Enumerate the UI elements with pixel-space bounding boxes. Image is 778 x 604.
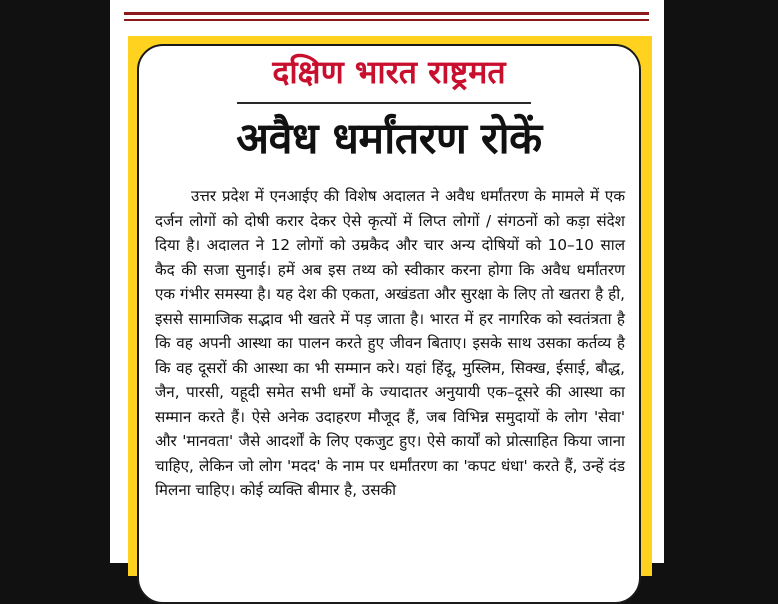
editorial-card bbox=[137, 44, 641, 604]
masthead: दक्षिण भारत राष्ट्रमत bbox=[272, 53, 506, 91]
page-title: अवैध धर्मांतरण रोकें bbox=[236, 114, 542, 164]
article-body: उत्तर प्रदेश में एनआईए की विशेष अदालत ने अवैध धर्मांतरण के मामले में एक दर्जन लोगों को दोषी करार देकर ऐसे कृत्यों में लिप्त लोगों / संगठनों को कड़ा संदेश दिया है। अदालत ने 12 लोगों को उम्रकैद और चार अन्य दोषियों को 10–10 साल कैद की सजा सुनाई। हमें अब इस तथ्य को स्वीकार करना होगा कि अवैध धर्मांतरण एक गंभीर समस्या है। यह देश की एकता, अखंडता और सुरक्षा के लिए तो खतरा है ही, इससे सामाजिक सद्भाव भी खतरे में पड़ जाता है। भारत में हर नागरिक को स्वतंत्रता है कि वह अपनी आस्था का पालन करते हुए जीवन बिताए। इसके साथ उसका कर्तव्य है कि वह दूसरों की आस्था का भी सम्मान करे। यहां हिंदू, मुस्लिम, सिक्ख, ईसाई, बौद्ध, जैन, पारसी, यहूदी समेत सभी धर्मों के ज्यादातर अनुयायी एक–दूसरे की आस्था का सम्मान करते हैं। ऐसे अनेक उदाहरण मौजूद हैं, जब विभिन्न समुदायों के लोग 'सेवा' और 'मानवता' जैसे आदर्शों के लिए एकजुट हुए। ऐसे कार्यों को प्रोत्साहित किया जाना चाहिए, लेकिन जो लोग 'मदद' के नाम पर धर्मांतरण का 'कपट धंधा' करते हैं, उन्हें दंड मिलना चाहिए। कोई व्यक्ति बीमार है, उसकी bbox=[155, 187, 625, 499]
top-rule-thin bbox=[124, 19, 649, 21]
newspaper-page bbox=[110, 0, 664, 563]
masthead-divider bbox=[237, 102, 531, 104]
top-rule bbox=[124, 12, 649, 15]
